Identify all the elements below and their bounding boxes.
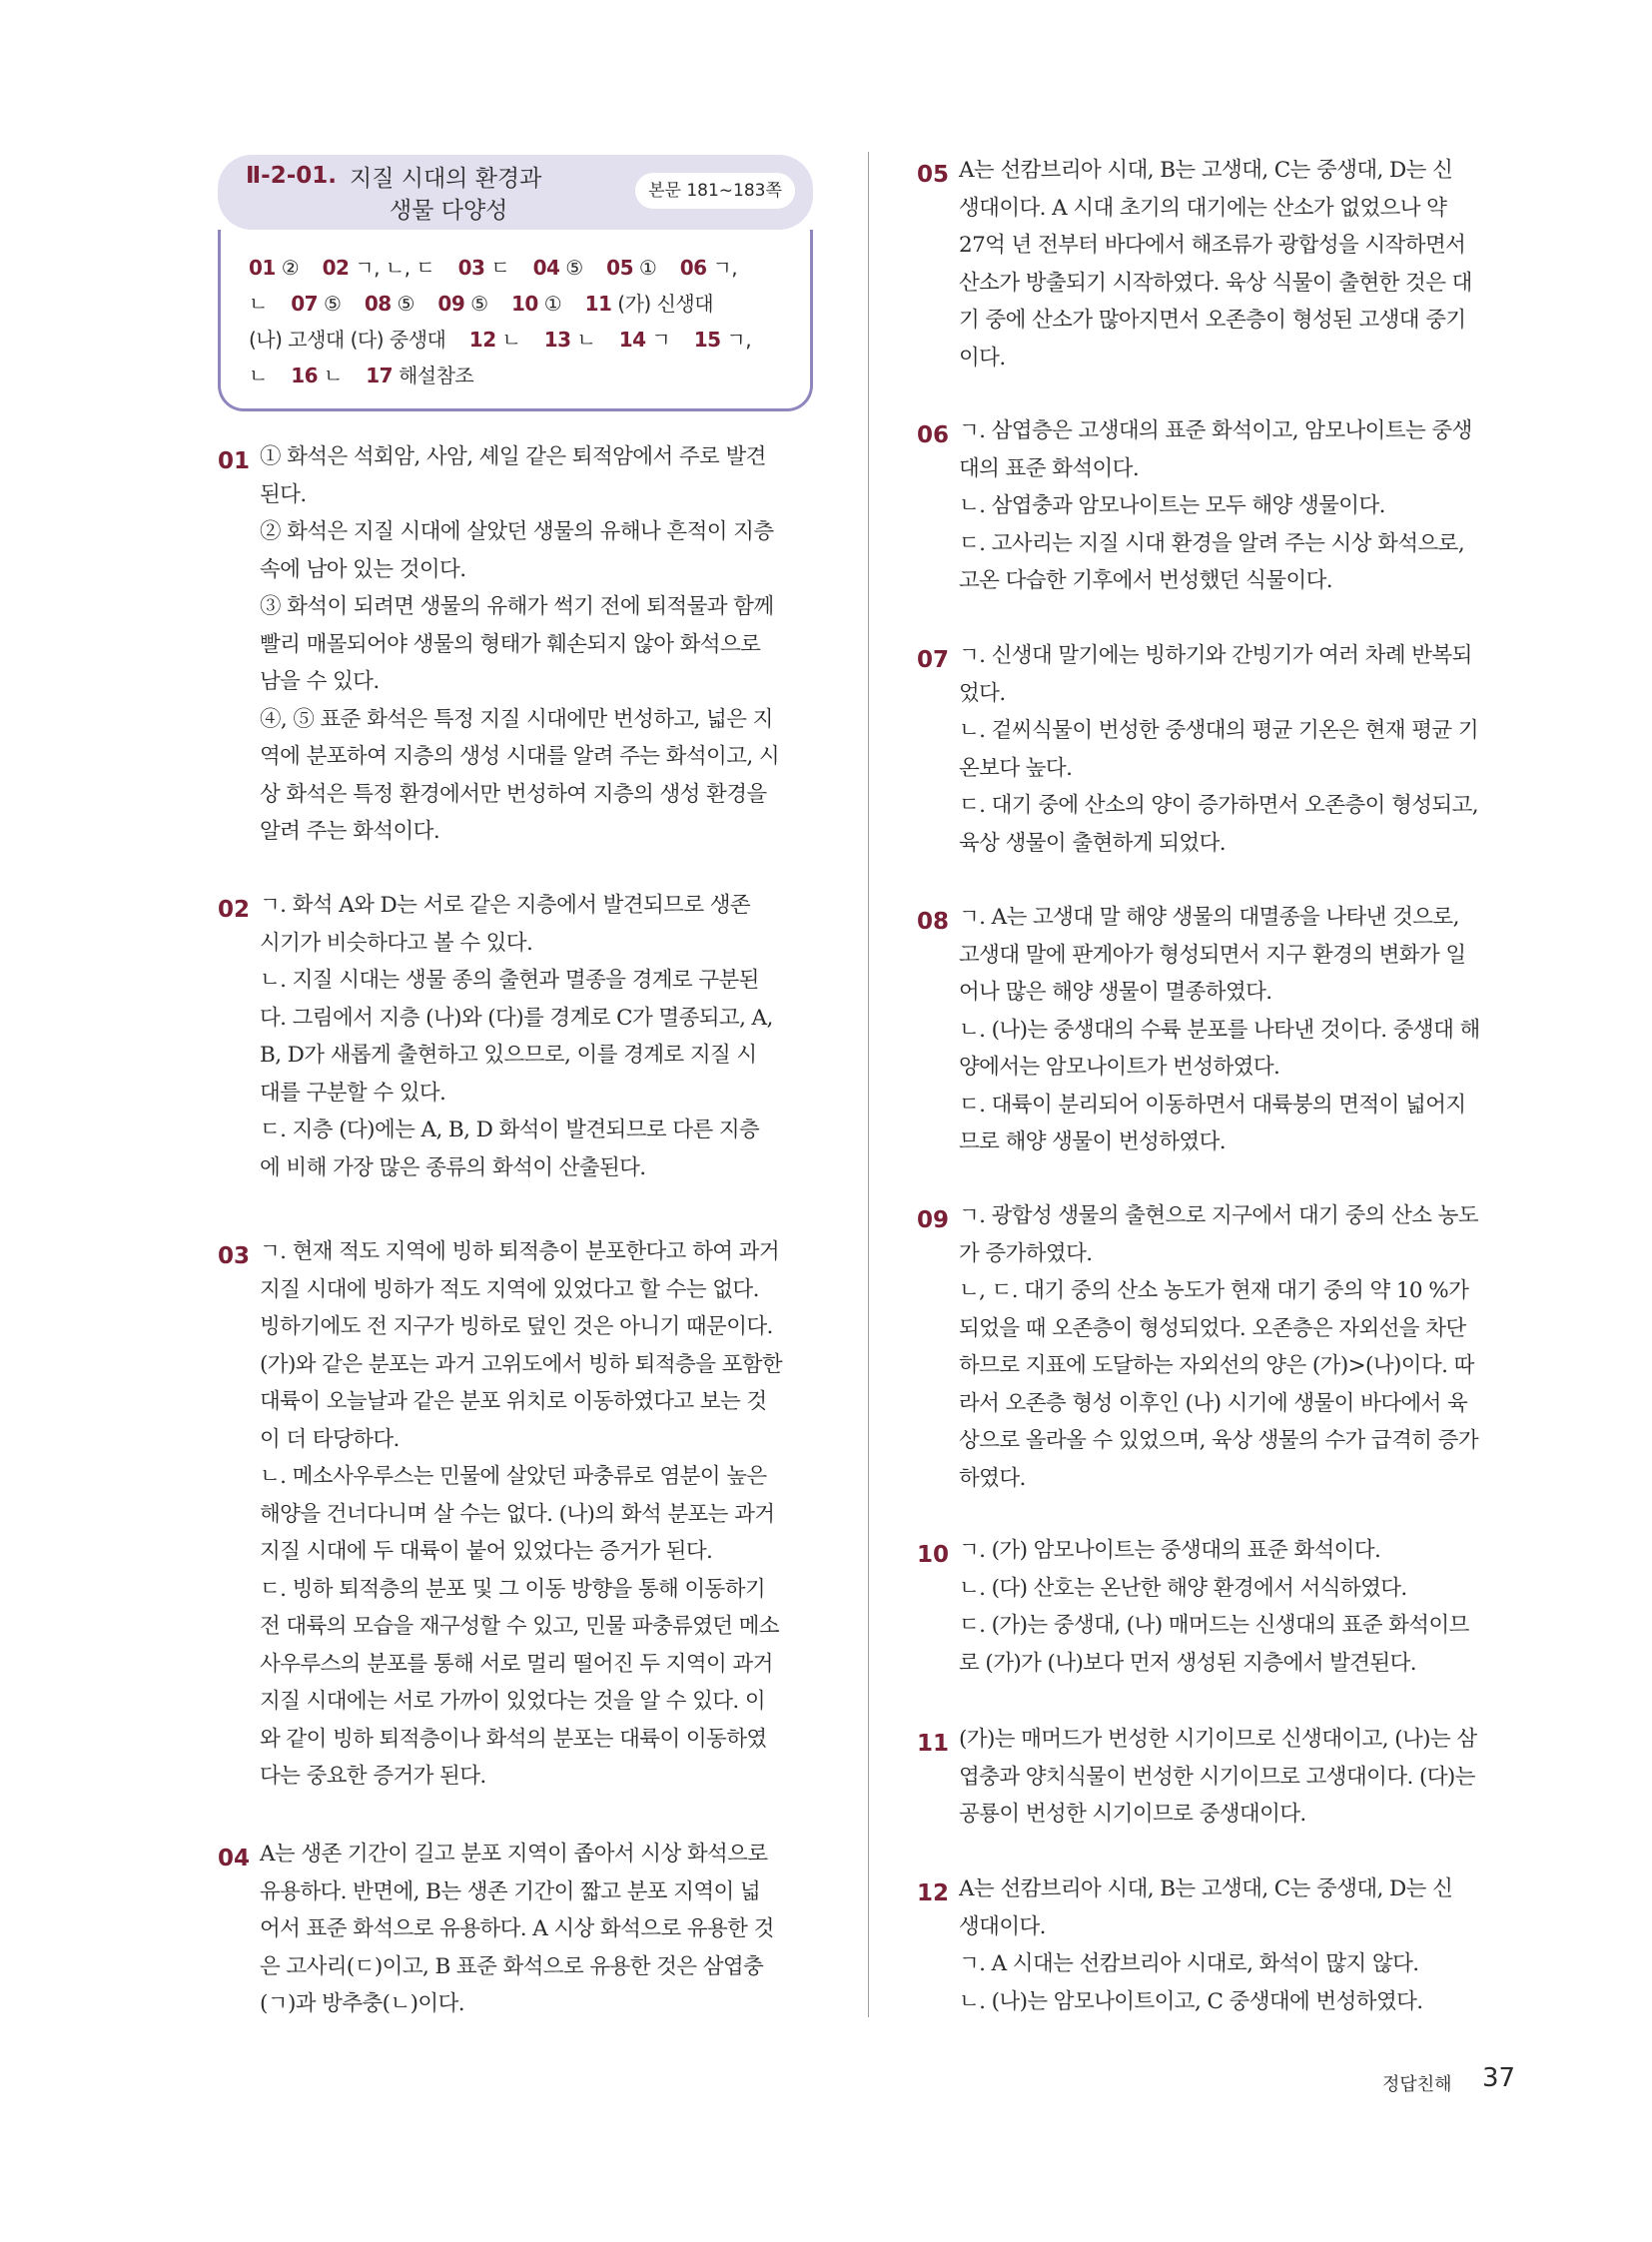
- explanation-line: 생대이다.: [959, 1913, 1046, 1939]
- question-number: 09: [917, 1207, 950, 1233]
- answer-value: ㄴ: [576, 328, 596, 352]
- page-number: 37: [1482, 2063, 1516, 2093]
- explanation-line: ④, ⑤ 표준 화석은 특정 지질 시대에만 번성하고, 넓은 지: [260, 706, 773, 732]
- explanation-line: ㄴ. (나)는 중생대의 수륙 분포를 나타낸 것이다. 중생대 해: [959, 1017, 1480, 1043]
- answer-value: ㄱ: [651, 328, 671, 352]
- explanation-line: 상으로 올라올 수 있었으며, 육상 생물의 수가 급격히 증가: [959, 1428, 1478, 1453]
- explanation-item: [917, 1875, 1452, 2020]
- explanation-line: 었다.: [959, 680, 1006, 706]
- explanation-line: 알려 주는 화석이다.: [260, 819, 440, 844]
- explanation-item: [917, 1537, 1469, 1682]
- explanation-item: [917, 642, 1478, 862]
- question-number: 03: [218, 1243, 251, 1269]
- answer-value: ②: [281, 256, 300, 280]
- explanation-item: [917, 1202, 1478, 1497]
- explanation-line: (ㄱ)과 방추충(ㄴ)이다.: [260, 1991, 464, 2016]
- question-number: 08: [917, 909, 950, 935]
- question-number: 06: [917, 422, 950, 448]
- explanation-line: A는 생존 기간이 길고 분포 지역이 좁아서 시상 화석으로: [260, 1842, 768, 1867]
- explanation-line: 속에 남아 있는 것이다.: [260, 556, 466, 582]
- answer-value: (나) 고생대 (다) 중생대: [249, 328, 446, 352]
- answer-value: ㄴ: [501, 328, 521, 352]
- explanation-line: 상 화석은 특정 환경에서만 번성하여 지층의 생성 환경을: [260, 781, 767, 807]
- answer-number: 15: [693, 328, 721, 352]
- explanation-item: [917, 1726, 1477, 1834]
- explanation-line: 27억 년 전부터 바다에서 해조류가 광합성을 시작하면서: [959, 233, 1466, 258]
- answer-line: [249, 288, 713, 317]
- explanation-line: (가)와 같은 분포는 과거 고위도에서 빙하 퇴적층을 포함한: [260, 1351, 783, 1377]
- answer-line: [249, 324, 751, 353]
- section-header: [218, 155, 813, 230]
- explanation-line: 산소가 방출되기 시작하였다. 육상 식물이 출현한 것은 대: [959, 270, 1472, 296]
- explanation-line: ㄷ. 대륙이 분리되어 이동하면서 대륙붕의 면적이 넓어지: [959, 1092, 1466, 1118]
- explanation-line: ㄴ. 겉씨식물이 번성한 중생대의 평균 기온은 현재 평균 기: [959, 718, 1478, 743]
- section-title: [350, 163, 649, 227]
- question-number: 02: [218, 897, 251, 923]
- explanation-line: 지질 시대에 빙하가 적도 지역에 있었다고 할 수는 없다.: [260, 1276, 759, 1302]
- section-title-line-2: 생물 다양성: [390, 198, 508, 224]
- explanation-line: 공룡이 번성한 시기이므로 중생대이다.: [959, 1802, 1306, 1827]
- explanation-line: 대륙이 오늘날과 같은 분포 위치로 이동하였다고 보는 것: [260, 1389, 767, 1414]
- answer-value: ㄱ, ㄴ, ㄷ: [355, 256, 435, 280]
- explanation-line: ㄷ. 빙하 퇴적층의 분포 및 그 이동 방향을 통해 이동하기: [260, 1576, 766, 1602]
- explanation-line: 빨리 매몰되어야 생물의 형태가 훼손되지 않아 화석으로: [260, 631, 761, 657]
- explanation-line: 엽충과 양치식물이 번성한 시기이므로 고생대이다. (다)는: [959, 1764, 1475, 1790]
- explanation-line: 고온 다습한 기후에서 번성했던 식물이다.: [959, 568, 1333, 593]
- explanation-line: 에 비해 가장 많은 종류의 화석이 산출된다.: [260, 1154, 646, 1180]
- answer-value: 해설참조: [398, 364, 474, 387]
- explanation-line: 하므로 지표에 도달하는 자외선의 양은 (가)>(나)이다. 따: [959, 1353, 1474, 1378]
- explanation-line: 양에서는 암모나이트가 번성하였다.: [959, 1055, 1280, 1080]
- answer-number: 01: [249, 256, 276, 280]
- answer-value: ⑤: [565, 256, 583, 280]
- answer-value: ㄷ: [490, 256, 510, 280]
- question-number: 12: [917, 1880, 950, 1906]
- answer-value: (가) 신생대: [617, 292, 714, 316]
- explanation-line: 유용하다. 반면에, B는 생존 기간이 짧고 분포 지역이 넓: [260, 1878, 761, 1904]
- question-number: 11: [917, 1731, 950, 1757]
- answer-number: 09: [437, 292, 465, 316]
- explanation-line: (가)는 매머드가 번성한 시기이므로 신생대이고, (나)는 삼: [959, 1727, 1477, 1752]
- answer-value: ㄴ: [249, 364, 268, 387]
- answer-value: ㄱ,: [726, 328, 752, 352]
- question-number: 07: [917, 647, 950, 673]
- explanation-line: A는 선캄브리아 시대, B는 고생대, C는 중생대, D는 신: [959, 1876, 1453, 1901]
- explanation-line: 이 더 타당하다.: [260, 1426, 400, 1452]
- explanation-line: 라서 오존층 형성 이후인 (나) 시기에 생물이 바다에서 육: [959, 1390, 1468, 1416]
- explanation-item: [917, 417, 1472, 600]
- explanation-item: [917, 157, 1472, 376]
- answer-value: ①: [543, 292, 562, 316]
- explanation-line: A는 선캄브리아 시대, B는 고생대, C는 중생대, D는 신: [959, 158, 1453, 183]
- explanation-line: ㄷ. (가)는 중생대, (나) 매머드는 신생대의 표준 화석이므: [959, 1613, 1469, 1638]
- explanation-item: [218, 443, 779, 851]
- answer-value: ①: [638, 256, 657, 280]
- answer-number: 06: [679, 256, 707, 280]
- explanation-line: 은 고사리(ㄷ)이고, B 표준 화석으로 유용한 것은 삼엽충: [260, 1953, 764, 1979]
- explanation-line: 남을 수 있다.: [260, 669, 380, 694]
- explanation-item: [218, 892, 773, 1186]
- answer-number: 13: [543, 328, 571, 352]
- explanation-line: 어나 많은 해양 생물이 멸종하였다.: [959, 980, 1272, 1005]
- answer-value: ㄱ,: [712, 256, 738, 280]
- explanation-line: 해양을 건너다니며 살 수는 없다. (나)의 화석 분포는 과거: [260, 1501, 775, 1527]
- page-reference-badge: 본문 181~183쪽: [635, 173, 795, 209]
- explanation-line: 된다.: [260, 481, 307, 507]
- explanation-line: 기 중에 산소가 많아지면서 오존층이 형성된 고생대 중기: [959, 308, 1466, 333]
- question-number: 01: [218, 448, 251, 474]
- explanation-line: 이다.: [959, 345, 1006, 371]
- explanation-line: 가 증가하였다.: [959, 1240, 1093, 1266]
- explanation-line: ㄱ. 신생대 말기에는 빙하기와 간빙기가 여러 차례 반복되: [959, 643, 1472, 668]
- answer-number: 02: [322, 256, 350, 280]
- section-code: Ⅱ-2-01.: [246, 163, 337, 189]
- explanation-item: [917, 904, 1480, 1161]
- answer-number: 05: [606, 256, 633, 280]
- explanation-line: ㄴ, ㄷ. 대기 중의 산소 농도가 현재 대기 중의 약 10 %가: [959, 1278, 1469, 1303]
- section-title-line-1: 지질 시대의 환경과: [350, 166, 542, 192]
- explanation-line: 시기가 비슷하다고 볼 수 있다.: [260, 930, 533, 956]
- answer-number: 07: [291, 292, 319, 316]
- answer-value: ⑤: [323, 292, 342, 316]
- question-number: 10: [917, 1542, 950, 1568]
- explanation-line: 와 같이 빙하 퇴적층이나 화석의 분포는 대륙이 이동하였: [260, 1726, 767, 1752]
- explanation-line: B, D가 새롭게 출현하고 있으므로, 이를 경계로 지질 시: [260, 1043, 757, 1068]
- explanation-line: 대의 표준 화석이다.: [959, 455, 1140, 481]
- explanation-line: 지질 시대에 두 대륙이 붙어 있었다는 증거가 된다.: [260, 1539, 713, 1564]
- explanation-line: ㄱ. 화석 A와 D는 서로 같은 지층에서 발견되므로 생존: [260, 893, 751, 918]
- question-number: 04: [218, 1846, 251, 1871]
- explanation-line: ㄴ. 메소사우루스는 민물에 살았던 파충류로 염분이 높은: [260, 1464, 767, 1489]
- explanation-line: ㄷ. 지층 (다)에는 A, B, D 화석이 발견되므로 다른 지층: [260, 1118, 760, 1142]
- answer-value: ㄴ: [249, 292, 268, 316]
- answer-number: 14: [618, 328, 646, 352]
- explanation-line: 고생대 말에 판게아가 형성되면서 지구 환경의 변화가 일: [959, 942, 1466, 968]
- question-number: 05: [917, 162, 950, 188]
- explanation-line: 온보다 높다.: [959, 755, 1073, 781]
- explanation-line: ② 화석은 지질 시대에 살았던 생물의 유해나 흔적이 지층: [260, 519, 774, 544]
- column-divider: [868, 152, 869, 2017]
- explanation-line: 역에 분포하여 지층의 생성 시대를 알려 주는 화석이고, 시: [260, 744, 779, 769]
- explanation-line: 되었을 때 오존층이 형성되었다. 오존층은 자외선을 차단: [959, 1315, 1466, 1341]
- explanation-line: 므로 해양 생물이 번성하였다.: [959, 1129, 1226, 1154]
- explanation-line: ㄴ. 삼엽충과 암모나이트는 모두 해양 생물이다.: [959, 493, 1385, 518]
- explanation-line: 다는 중요한 증거가 된다.: [260, 1764, 486, 1789]
- explanation-line: ㄷ. 고사리는 지질 시대 환경을 알려 주는 시상 화석으로,: [959, 530, 1465, 556]
- explanation-line: 다. 그림에서 지층 (나)와 (다)를 경계로 C가 멸종되고, A,: [260, 1005, 773, 1031]
- answer-number: 04: [532, 256, 560, 280]
- explanation-line: ㄱ. 현재 적도 지역에 빙하 퇴적층이 분포한다고 하여 과거: [260, 1239, 779, 1264]
- answer-key-box: [218, 230, 813, 411]
- explanation-line: 어서 표준 화석으로 유용하다. A 시상 화석으로 유용한 것: [260, 1916, 774, 1941]
- explanation-line: 빙하기에도 전 지구가 빙하로 덮인 것은 아니기 때문이다.: [260, 1314, 773, 1339]
- answer-number: 11: [584, 292, 612, 316]
- explanation-line: 전 대륙의 모습을 재구성할 수 있고, 민물 파충류였던 메소: [260, 1614, 779, 1639]
- answer-number: 17: [366, 364, 394, 387]
- explanation-line: 하였다.: [959, 1465, 1026, 1491]
- answer-number: 10: [511, 292, 538, 316]
- explanation-line: ③ 화석이 되려면 생물의 유해가 썩기 전에 퇴적물과 함께: [260, 594, 774, 619]
- explanation-line: ㄴ. 지질 시대는 생물 종의 출현과 멸종을 경계로 구분된: [260, 968, 759, 993]
- answer-value: ㄴ: [323, 364, 343, 387]
- answer-value: ⑤: [470, 292, 488, 316]
- explanation-line: 사우루스의 분포를 통해 서로 멀리 떨어진 두 지역이 과거: [260, 1651, 773, 1677]
- answer-number: 12: [468, 328, 496, 352]
- answer-line: [249, 360, 473, 388]
- explanation-line: 지질 시대에는 서로 가까이 있었다는 것을 알 수 있다. 이: [260, 1689, 766, 1714]
- explanation-line: ① 화석은 석회암, 사암, 셰일 같은 퇴적암에서 주로 발견: [260, 444, 766, 469]
- explanation-line: ㄱ. 삼엽층은 고생대의 표준 화석이고, 암모나이트는 중생: [959, 418, 1472, 443]
- explanation-line: ㄴ. (나)는 암모나이트이고, C 중생대에 번성하였다.: [959, 1988, 1423, 2014]
- answer-number: 08: [364, 292, 392, 316]
- explanation-line: ㄱ. (가) 암모나이트는 중생대의 표준 화석이다.: [959, 1538, 1381, 1563]
- explanation-item: [218, 1841, 774, 2023]
- explanation-line: ㄱ. 광합성 생물의 출현으로 지구에서 대기 중의 산소 농도: [959, 1203, 1478, 1228]
- explanation-line: 육상 생물이 출현하게 되었다.: [959, 830, 1226, 856]
- answer-line: [249, 252, 737, 281]
- answer-number: 03: [457, 256, 485, 280]
- explanation-line: ㄱ. A 시대는 선캄브리아 시대로, 화석이 많지 않다.: [959, 1951, 1419, 1976]
- answer-value: ⑤: [397, 292, 414, 316]
- explanation-line: ㄷ. 대기 중에 산소의 양이 증가하면서 오존층이 형성되고,: [959, 793, 1478, 818]
- explanation-line: ㄱ. A는 고생대 말 해양 생물의 대멸종을 나타낸 것으로,: [959, 905, 1459, 930]
- explanation-line: 로 (가)가 (나)보다 먼저 생성된 지층에서 발견된다.: [959, 1650, 1417, 1676]
- answer-number: 16: [291, 364, 319, 387]
- explanation-item: [218, 1238, 782, 1796]
- explanation-line: ㄴ. (다) 산호는 온난한 해양 환경에서 서식하였다.: [959, 1575, 1407, 1601]
- footer-label: 정답친해: [1382, 2074, 1452, 2095]
- explanation-line: 생대이다. A 시대 초기의 대기에는 산소가 없었으나 약: [959, 195, 1447, 221]
- explanation-line: 대를 구분할 수 있다.: [260, 1080, 446, 1106]
